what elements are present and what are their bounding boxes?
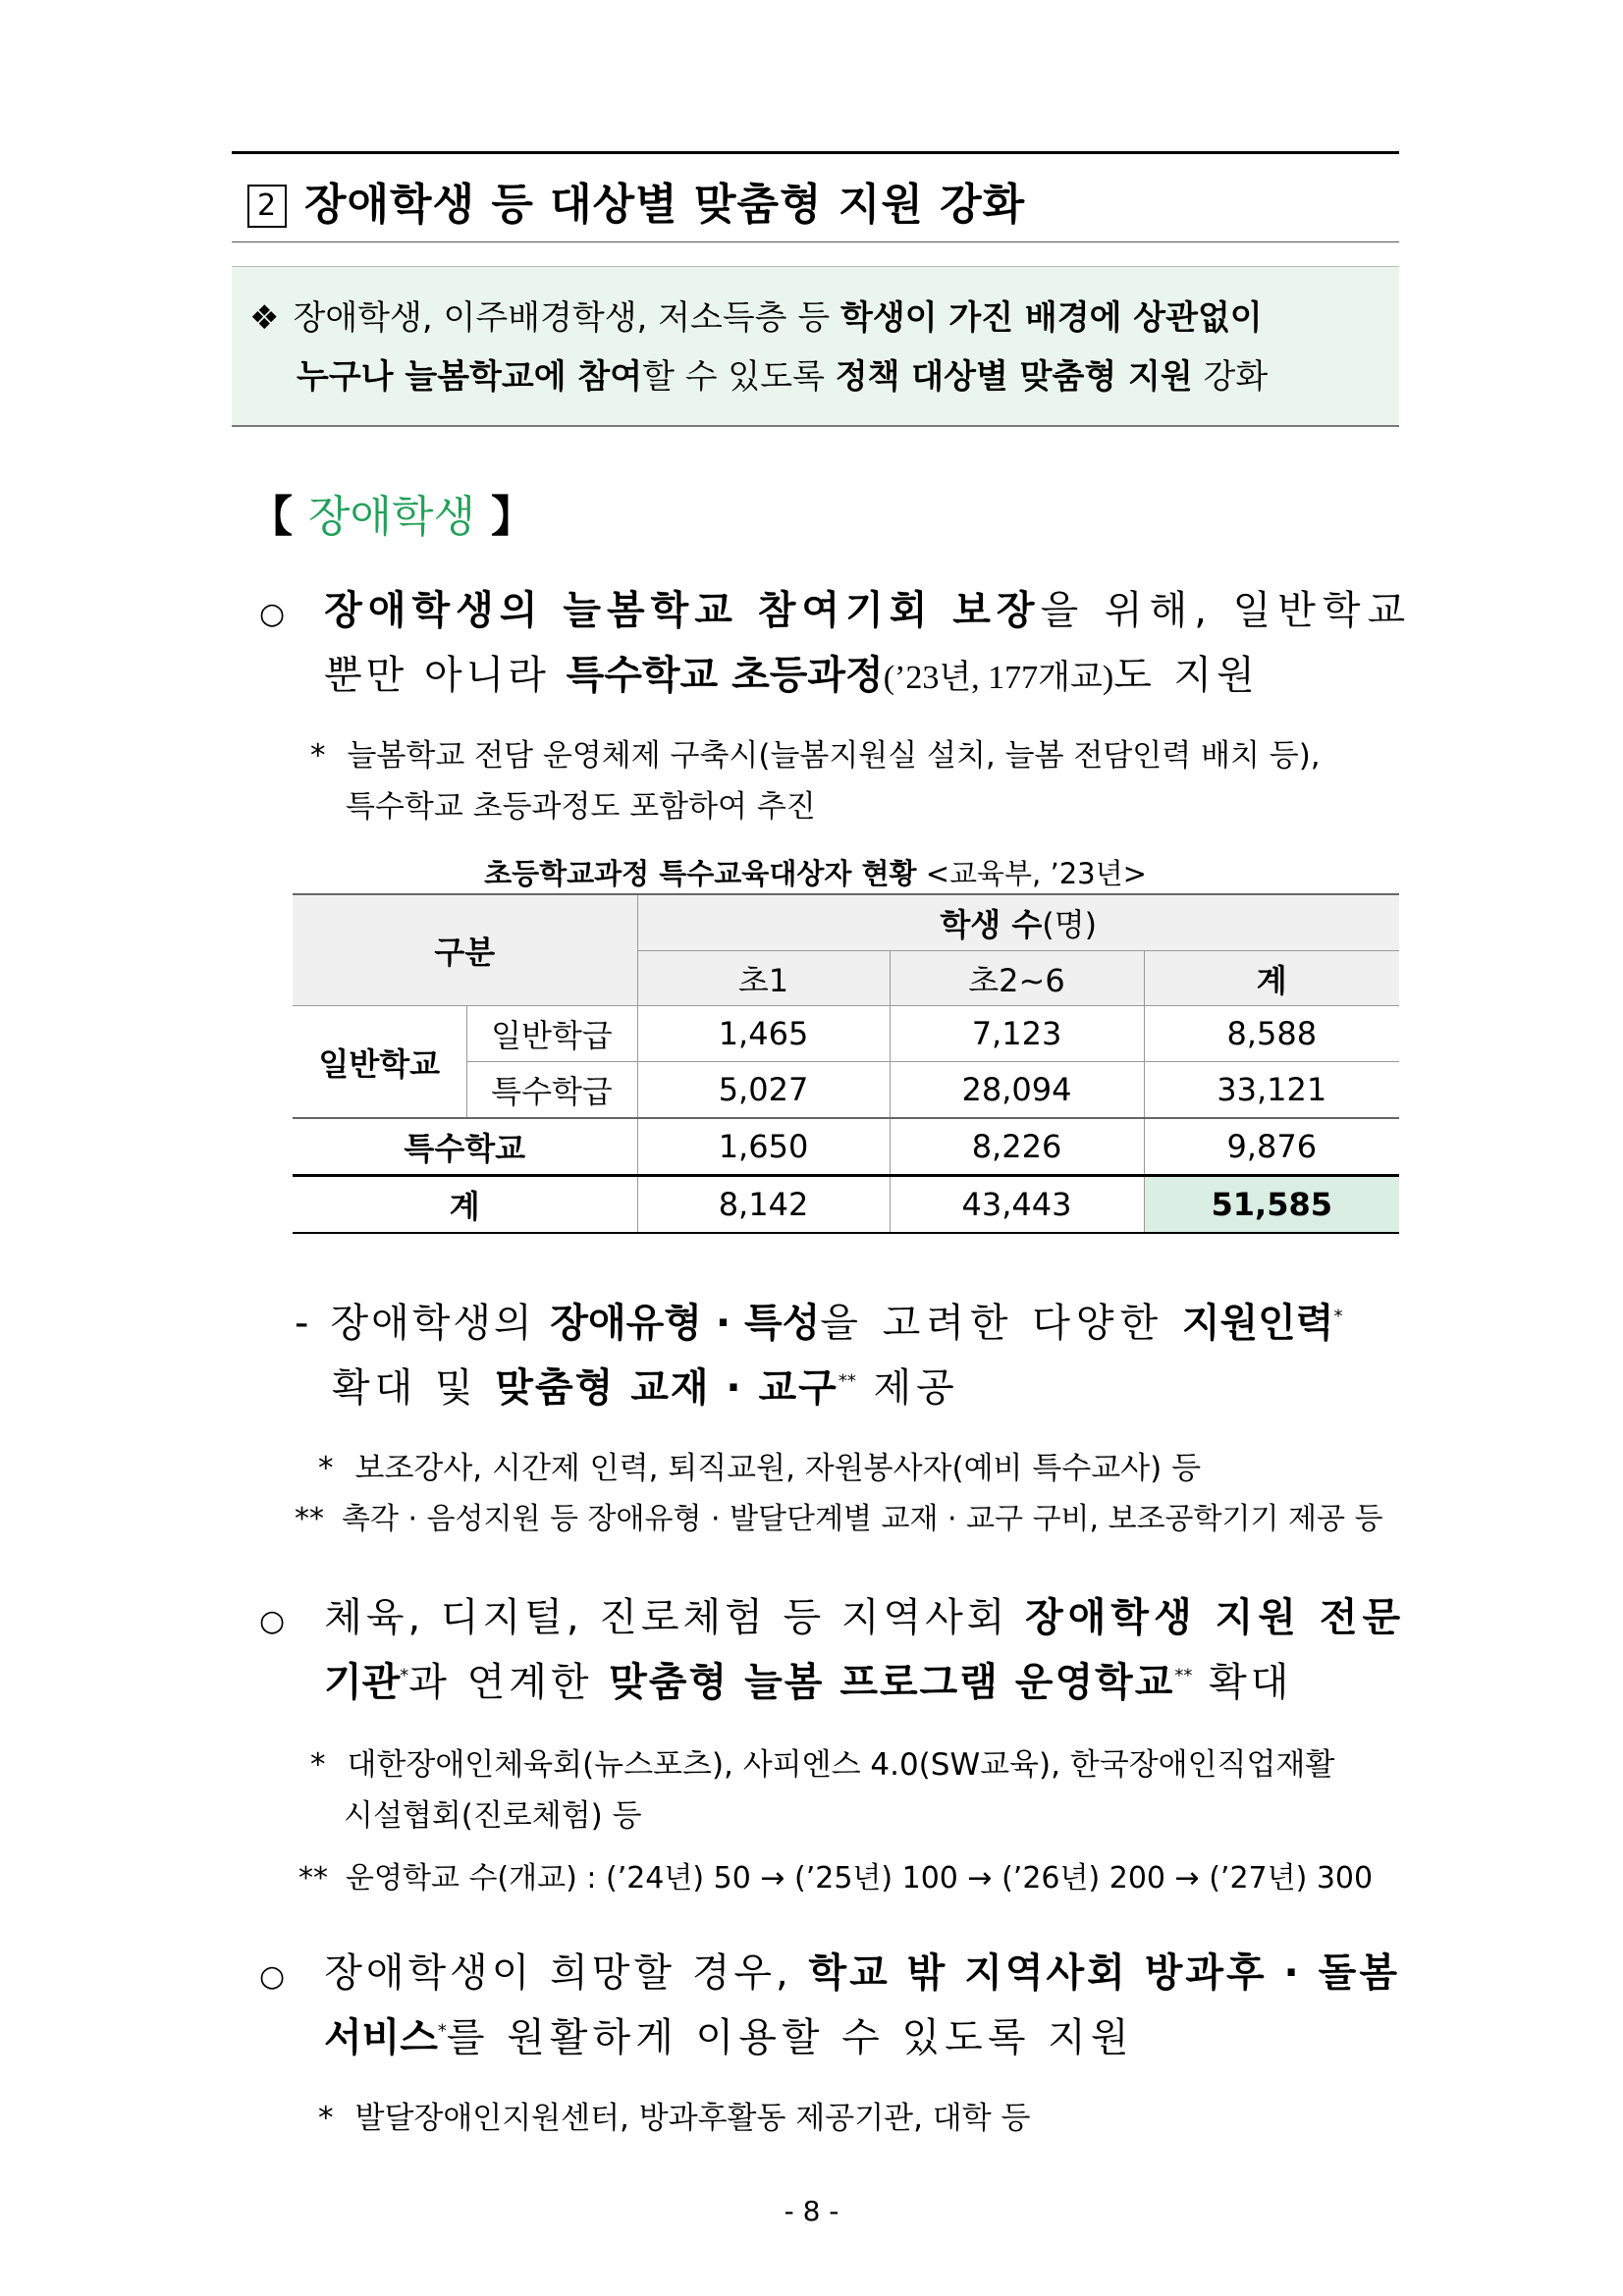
cell-value: 8,142 [637,1176,890,1234]
row-sub-general-class: 일반학급 [466,1006,637,1062]
dash-emphasis: 장애유형 · 특성 [550,1301,821,1346]
footnote-marker: ** [838,1370,856,1392]
header-category: 구분 [293,894,637,1006]
summary-text: 할 수 있도록 [642,357,836,397]
item2-text: 과 연계한 [408,1660,610,1705]
cell-value: 43,443 [890,1176,1144,1234]
circle-bullet-icon: ○ [259,597,286,631]
summary-text: 장애학생, 이주배경학생, 저소득층 등 [293,298,840,338]
item3-note-text: 발달장애인지원센터, 방과후활동 제공기관, 대학 등 [354,2101,1031,2136]
item1-note-line-2 [346,781,816,826]
cell-value: 7,123 [890,1006,1144,1062]
dash-note: 보조강사, 시간제 인력, 퇴직교원, 자원봉사자(예비 특수교사) 등 [354,1451,1202,1486]
cell-value: 5,027 [637,1062,890,1119]
row-group-general-school: 일반학교 [293,1006,466,1119]
dash-note: 촉각 · 음성지원 등 장애유형 · 발달단계별 교재 · 교구 구비, 보조공학기기 제공 등 [342,1502,1383,1536]
item2-emphasis: 기관 [324,1660,401,1705]
summary-emphasis: 정책 대상별 맞춤형 지원 [835,357,1193,397]
subheading [249,481,534,544]
footnote-marker: * [1333,1306,1343,1327]
circle-bullet-icon: ○ [259,1604,286,1638]
item1-note: 늘봄학교 전담 운영체제 구축시(늘봄지원실 설치, 늘봄 전담인력 배치 등), [347,738,1321,774]
page-number: - 8 - [784,2195,839,2227]
dash-line-2 [332,1357,959,1413]
table-caption [232,852,1399,892]
bracket-close: 】 [491,492,535,542]
item1-line-2 [324,644,1260,700]
item1-emphasis: 장애학생의 늘봄학교 참여기회 보장 [324,588,1041,633]
cell-grand-total: 51,585 [1144,1176,1399,1234]
item2-text: 체육, 디지털, 진로체험 등 지역사회 [324,1595,1026,1640]
item2-note: 대한장애인체육회(뉴스포츠), 사피엔스 4.0(SW교육), 한국장애인직업재활 [347,1747,1335,1783]
header-students-unit: (명) [1042,906,1098,943]
item3-emphasis: 서비스 [324,2015,438,2060]
table-caption-source: <교육부, ’23년> [916,857,1147,890]
header-total: 계 [1144,951,1399,1006]
dash-bullet: - [295,1301,309,1346]
header-grade2-6: 초2~6 [890,951,1144,1006]
item1-text: 도 지원 [1113,653,1260,698]
item2-line-2 [324,1651,1292,1707]
item1-text: 뿐만 아니라 [324,653,567,698]
footnote-marker: * [400,1665,409,1686]
header-grade1: 초1 [637,951,890,1006]
diamond-bullet-icon: ❖ [249,298,280,338]
dash-line-1 [295,1292,1342,1348]
summary-box [232,266,1399,427]
section-number: 2 [247,185,287,228]
row-group-special-school: 특수학교 [293,1118,637,1176]
note-star: * [318,2101,334,2136]
dash-note-2 [295,1494,1383,1537]
top-rule [232,151,1399,154]
row-sub-special-class: 특수학급 [466,1062,637,1119]
footnote-marker: * [437,2020,447,2042]
note-star: ** [295,1502,324,1536]
circle-bullet-icon: ○ [259,1959,286,1994]
note-star: * [318,1451,334,1486]
item1-text: (’23년, 177개교) [883,660,1114,696]
table-row [293,1118,1399,1176]
summary-emphasis: 학생이 가진 배경에 상관없이 [840,298,1263,338]
cell-value: 33,121 [1144,1062,1399,1119]
row-total-label: 계 [293,1176,637,1234]
cell-value: 1,465 [637,1006,890,1062]
note-star: * [310,738,326,774]
summary-line-1 [249,291,1263,339]
dash-emphasis: 맞춤형 교재 · 교구 [495,1365,839,1411]
item3-note [318,2093,1031,2137]
item3-text: 장애학생이 희망할 경우, [324,1950,809,1996]
item1-text: 을 위해, 일반학교 [1040,588,1413,633]
bracket-open: 【 [249,492,293,542]
dash-text: 확대 및 [332,1365,496,1411]
table-header-row [293,894,1399,951]
header-students-label: 학생 수 [940,906,1043,943]
table-caption-title: 초등학교과정 특수교육대상자 현황 [484,857,917,890]
item2-emphasis: 맞춤형 늘봄 프로그램 운영학교 [609,1660,1175,1705]
item2-note1-line-2 [344,1790,642,1835]
summary-text: 강화 [1192,357,1269,397]
cell-value: 28,094 [890,1062,1144,1119]
dash-text: 제공 [855,1365,959,1411]
item1-note: 특수학교 초등과정도 포함하여 추진 [346,789,816,825]
item1-line-1 [259,579,1412,635]
item2-note2 [298,1853,1373,1896]
item2-note1-line-1 [310,1739,1334,1784]
note-star: * [310,1747,326,1783]
item2-line-1 [259,1586,1405,1642]
summary-line-2 [297,349,1268,398]
note-star: ** [298,1861,328,1896]
subheading-text: 장애학생 [308,492,476,542]
item2-note: 시설협회(진로체험) 등 [344,1798,642,1834]
item3-text: 를 원활하게 이용할 수 있도록 지원 [446,2015,1134,2060]
item2-note: 운영학교 수(개교) : (’24년) 50 → (’25년) 100 → (’26년) 200 → (’27년) 300 [346,1861,1374,1896]
summary-emphasis: 누구나 늘봄학교에 참여 [297,357,643,397]
dash-emphasis: 지원인력 [1181,1301,1334,1346]
students-table [293,893,1399,1234]
item1-note-line-1 [310,730,1321,774]
item3-line-2 [324,2006,1133,2062]
section-title-text: 장애학생 등 대상별 맞춤형 지원 강화 [304,180,1026,230]
title-underline [232,241,1399,242]
section-title [247,169,1025,232]
table-row [293,1006,1399,1062]
cell-value: 8,588 [1144,1006,1399,1062]
cell-value: 1,650 [637,1118,890,1176]
cell-value: 9,876 [1144,1118,1399,1176]
dash-text: 장애학생의 [330,1301,551,1346]
item2-text: 확대 [1192,1660,1293,1705]
item2-emphasis: 장애학생 지원 전문 [1025,1595,1406,1640]
item3-emphasis: 학교 밖 지역사회 방과후 · 돌봄 [808,1950,1400,1996]
dash-note-1 [318,1443,1201,1487]
cell-value: 8,226 [890,1118,1144,1176]
item3-line-1 [259,1942,1400,1998]
header-students [637,894,1399,951]
table-total-row [293,1176,1399,1234]
dash-text: 을 고려한 다양한 [820,1301,1182,1346]
footnote-marker: ** [1174,1665,1193,1686]
item1-emphasis: 특수학교 초등과정 [566,653,884,698]
